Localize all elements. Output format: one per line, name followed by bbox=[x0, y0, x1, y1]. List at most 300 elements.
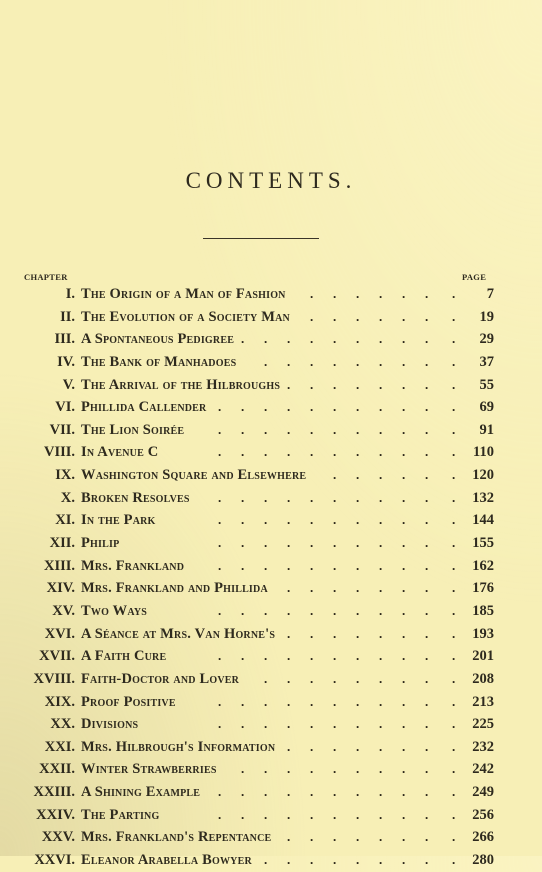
page-number: 176 bbox=[472, 580, 494, 597]
leader-dot: . bbox=[287, 512, 291, 528]
leader-dot: . bbox=[333, 761, 337, 777]
chapter-number: XXIV. bbox=[36, 806, 75, 823]
leader-dot: . bbox=[287, 784, 291, 800]
leader-dot: . bbox=[425, 784, 429, 800]
leader-dot: . bbox=[379, 399, 383, 415]
chapter-title: A Shining Example bbox=[81, 784, 201, 801]
leader-dot: . bbox=[402, 376, 406, 392]
dot-leader bbox=[0, 668, 542, 691]
leader-dot: . bbox=[310, 557, 314, 573]
leader-dot: . bbox=[356, 693, 360, 709]
dot-leader bbox=[0, 623, 542, 646]
chapter-title: The Parting bbox=[81, 806, 160, 823]
leader-dot: . bbox=[333, 512, 337, 528]
dot-leader bbox=[0, 419, 542, 442]
dot-leader bbox=[0, 849, 542, 872]
contents-entry bbox=[0, 532, 542, 555]
leader-dot: . bbox=[241, 399, 245, 415]
leader-dot: . bbox=[287, 421, 291, 437]
page-number: 249 bbox=[472, 784, 494, 801]
leader-dot: . bbox=[425, 670, 429, 686]
leader-dot: . bbox=[264, 489, 268, 505]
leader-dot: . bbox=[241, 535, 245, 551]
chapter-number: XXII. bbox=[39, 761, 75, 778]
leader-dot: . bbox=[287, 399, 291, 415]
chapter-title: Mrs. Frankland bbox=[81, 557, 185, 574]
chapter-title: In Avenue C bbox=[81, 444, 159, 461]
leader-dot: . bbox=[241, 421, 245, 437]
contents-entry bbox=[0, 419, 542, 442]
leader-dot: . bbox=[402, 625, 406, 641]
dot-leader bbox=[0, 758, 542, 781]
leader-dot: . bbox=[310, 852, 314, 868]
leader-dot: . bbox=[452, 557, 456, 573]
leader-dot: . bbox=[402, 421, 406, 437]
contents-entry bbox=[0, 600, 542, 623]
dot-leader bbox=[0, 328, 542, 351]
leader-dot: . bbox=[452, 489, 456, 505]
leader-dot: . bbox=[402, 716, 406, 732]
leader-dot: . bbox=[452, 512, 456, 528]
leader-dot: . bbox=[402, 693, 406, 709]
leader-dot: . bbox=[333, 444, 337, 460]
chapter-number: XXVI. bbox=[34, 852, 75, 869]
page-number: 201 bbox=[472, 648, 494, 665]
leader-dot: . bbox=[310, 353, 314, 369]
leader-dot: . bbox=[452, 829, 456, 845]
leader-dot: . bbox=[425, 761, 429, 777]
chapter-number: XVI. bbox=[44, 625, 75, 642]
chapter-title: Mrs. Frankland and Phillida bbox=[81, 580, 268, 597]
leader-dot: . bbox=[287, 738, 291, 754]
leader-dot: . bbox=[452, 648, 456, 664]
leader-dot: . bbox=[425, 421, 429, 437]
leader-dot: . bbox=[264, 353, 268, 369]
leader-dot: . bbox=[310, 376, 314, 392]
leader-dot: . bbox=[425, 716, 429, 732]
dot-leader bbox=[0, 736, 542, 759]
leader-dot: . bbox=[356, 670, 360, 686]
dot-leader bbox=[0, 826, 542, 849]
leader-dot: . bbox=[379, 353, 383, 369]
leader-dot: . bbox=[379, 308, 383, 324]
contents-entry bbox=[0, 804, 542, 827]
leader-dot: . bbox=[287, 670, 291, 686]
chapter-title: Divisions bbox=[81, 716, 139, 733]
contents-entry bbox=[0, 555, 542, 578]
leader-dot: . bbox=[241, 761, 245, 777]
leader-dot: . bbox=[425, 806, 429, 822]
page-number: 232 bbox=[472, 738, 494, 755]
contents-entry bbox=[0, 283, 542, 306]
leader-dot: . bbox=[333, 852, 337, 868]
leader-dot: . bbox=[452, 308, 456, 324]
leader-dot: . bbox=[379, 602, 383, 618]
leader-dot: . bbox=[218, 806, 222, 822]
leader-dot: . bbox=[218, 421, 222, 437]
leader-dot: . bbox=[264, 806, 268, 822]
leader-dot: . bbox=[241, 602, 245, 618]
leader-dot: . bbox=[264, 557, 268, 573]
leader-dot: . bbox=[425, 308, 429, 324]
dot-leader bbox=[0, 555, 542, 578]
leader-dot: . bbox=[287, 852, 291, 868]
leader-dot: . bbox=[264, 670, 268, 686]
chapter-number: V. bbox=[62, 376, 75, 393]
leader-dot: . bbox=[356, 467, 360, 483]
leader-dot: . bbox=[356, 784, 360, 800]
chapter-title: Winter Strawberries bbox=[81, 761, 217, 778]
leader-dot: . bbox=[356, 331, 360, 347]
leader-dot: . bbox=[356, 716, 360, 732]
dot-leader bbox=[0, 441, 542, 464]
contents-entry bbox=[0, 826, 542, 849]
contents-list bbox=[0, 283, 542, 872]
leader-dot: . bbox=[425, 535, 429, 551]
chapter-title: Broken Resolves bbox=[81, 489, 190, 506]
chapter-title: Phillida Callender bbox=[81, 399, 207, 416]
leader-dot: . bbox=[402, 602, 406, 618]
chapter-number: VII. bbox=[49, 421, 75, 438]
leader-dot: . bbox=[287, 716, 291, 732]
leader-dot: . bbox=[425, 648, 429, 664]
page-number: 55 bbox=[479, 376, 494, 393]
leader-dot: . bbox=[264, 716, 268, 732]
leader-dot: . bbox=[241, 648, 245, 664]
leader-dot: . bbox=[333, 670, 337, 686]
dot-leader bbox=[0, 464, 542, 487]
chapter-number: XVII. bbox=[39, 648, 75, 665]
leader-dot: . bbox=[402, 444, 406, 460]
leader-dot: . bbox=[287, 376, 291, 392]
contents-entry bbox=[0, 328, 542, 351]
leader-dot: . bbox=[333, 693, 337, 709]
leader-dot: . bbox=[333, 286, 337, 301]
leader-dot: . bbox=[379, 852, 383, 868]
leader-dot: . bbox=[425, 467, 429, 483]
leader-dot: . bbox=[356, 625, 360, 641]
page-number: 162 bbox=[472, 557, 494, 574]
leader-dot: . bbox=[310, 444, 314, 460]
chapter-title: The Bank of Manhadoes bbox=[81, 353, 237, 370]
leader-dot: . bbox=[452, 580, 456, 596]
chapter-number: XXI. bbox=[44, 738, 75, 755]
page-number: 19 bbox=[479, 308, 494, 325]
page-number: 144 bbox=[472, 512, 494, 529]
chapter-number: VIII. bbox=[43, 444, 75, 461]
dot-leader bbox=[0, 487, 542, 510]
page-number: 7 bbox=[486, 286, 494, 302]
leader-dot: . bbox=[241, 489, 245, 505]
leader-dot: . bbox=[425, 693, 429, 709]
dot-leader bbox=[0, 781, 542, 804]
leader-dot: . bbox=[402, 648, 406, 664]
page-number: 132 bbox=[472, 489, 494, 506]
page-number: 91 bbox=[479, 421, 494, 438]
leader-dot: . bbox=[425, 852, 429, 868]
contents-entry bbox=[0, 645, 542, 668]
leader-dot: . bbox=[333, 829, 337, 845]
leader-dot: . bbox=[333, 738, 337, 754]
leader-dot: . bbox=[452, 286, 456, 301]
chapter-number: VI. bbox=[55, 399, 75, 416]
leader-dot: . bbox=[218, 716, 222, 732]
leader-dot: . bbox=[310, 738, 314, 754]
dot-leader bbox=[0, 532, 542, 555]
leader-dot: . bbox=[356, 602, 360, 618]
contents-entry bbox=[0, 464, 542, 487]
leader-dot: . bbox=[356, 376, 360, 392]
page-number: 242 bbox=[472, 761, 494, 778]
leader-dot: . bbox=[333, 535, 337, 551]
leader-dot: . bbox=[287, 489, 291, 505]
leader-dot: . bbox=[287, 580, 291, 596]
leader-dot: . bbox=[333, 421, 337, 437]
leader-dot: . bbox=[241, 806, 245, 822]
leader-dot: . bbox=[425, 580, 429, 596]
leader-dot: . bbox=[402, 784, 406, 800]
chapter-number: XXIII. bbox=[33, 784, 75, 801]
leader-dot: . bbox=[264, 761, 268, 777]
leader-dot: . bbox=[333, 602, 337, 618]
leader-dot: . bbox=[287, 557, 291, 573]
leader-dot: . bbox=[379, 761, 383, 777]
chapter-number: XI. bbox=[55, 512, 75, 529]
leader-dot: . bbox=[452, 738, 456, 754]
leader-dot: . bbox=[425, 829, 429, 845]
page-number: 69 bbox=[479, 399, 494, 416]
page-number: 29 bbox=[479, 331, 494, 348]
leader-dot: . bbox=[333, 399, 337, 415]
leader-dot: . bbox=[241, 716, 245, 732]
leader-dot: . bbox=[356, 648, 360, 664]
leader-dot: . bbox=[379, 376, 383, 392]
leader-dot: . bbox=[379, 738, 383, 754]
leader-dot: . bbox=[402, 512, 406, 528]
leader-dot: . bbox=[264, 784, 268, 800]
leader-dot: . bbox=[287, 625, 291, 641]
dot-leader bbox=[0, 645, 542, 668]
leader-dot: . bbox=[379, 829, 383, 845]
leader-dot: . bbox=[241, 557, 245, 573]
chapter-title: Mrs. Hilbrough's Information bbox=[81, 738, 276, 755]
leader-dot: . bbox=[310, 421, 314, 437]
leader-dot: . bbox=[356, 761, 360, 777]
leader-dot: . bbox=[310, 399, 314, 415]
leader-dot: . bbox=[402, 399, 406, 415]
contents-entry bbox=[0, 509, 542, 532]
leader-dot: . bbox=[452, 331, 456, 347]
leader-dot: . bbox=[310, 286, 314, 301]
chapter-title: Faith-Doctor and Lover bbox=[81, 670, 240, 687]
leader-dot: . bbox=[402, 557, 406, 573]
leader-dot: . bbox=[264, 512, 268, 528]
contents-entry bbox=[0, 691, 542, 714]
leader-dot: . bbox=[379, 444, 383, 460]
page-number: 256 bbox=[472, 806, 494, 823]
leader-dot: . bbox=[356, 308, 360, 324]
chapter-number: X. bbox=[60, 489, 75, 506]
leader-dot: . bbox=[402, 331, 406, 347]
page-number: 193 bbox=[472, 625, 494, 642]
leader-dot: . bbox=[218, 602, 222, 618]
leader-dot: . bbox=[356, 489, 360, 505]
chapter-title: Philip bbox=[81, 535, 120, 552]
page-number: 280 bbox=[472, 852, 494, 869]
leader-dot: . bbox=[402, 308, 406, 324]
leader-dot: . bbox=[287, 648, 291, 664]
leader-dot: . bbox=[452, 602, 456, 618]
leader-dot: . bbox=[452, 467, 456, 483]
dot-leader bbox=[0, 600, 542, 623]
leader-dot: . bbox=[264, 648, 268, 664]
leader-dot: . bbox=[379, 625, 383, 641]
leader-dot: . bbox=[356, 444, 360, 460]
leader-dot: . bbox=[287, 806, 291, 822]
leader-dot: . bbox=[425, 353, 429, 369]
leader-dot: . bbox=[333, 376, 337, 392]
leader-dot: . bbox=[379, 693, 383, 709]
leader-dot: . bbox=[452, 716, 456, 732]
leader-dot: . bbox=[310, 512, 314, 528]
leader-dot: . bbox=[452, 693, 456, 709]
leader-dot: . bbox=[425, 399, 429, 415]
leader-dot: . bbox=[264, 693, 268, 709]
leader-dot: . bbox=[452, 399, 456, 415]
leader-dot: . bbox=[425, 738, 429, 754]
leader-dot: . bbox=[402, 467, 406, 483]
leader-dot: . bbox=[356, 286, 360, 301]
leader-dot: . bbox=[333, 331, 337, 347]
leader-dot: . bbox=[379, 535, 383, 551]
leader-dot: . bbox=[333, 716, 337, 732]
contents-entry bbox=[0, 396, 542, 419]
leader-dot: . bbox=[310, 716, 314, 732]
leader-dot: . bbox=[310, 693, 314, 709]
leader-dot: . bbox=[310, 829, 314, 845]
chapter-column-header: CHAPTER bbox=[24, 272, 68, 282]
leader-dot: . bbox=[310, 648, 314, 664]
leader-dot: . bbox=[287, 444, 291, 460]
chapter-number: XX. bbox=[50, 716, 75, 733]
page-number: 37 bbox=[479, 353, 494, 370]
leader-dot: . bbox=[333, 353, 337, 369]
leader-dot: . bbox=[379, 784, 383, 800]
contents-entry bbox=[0, 441, 542, 464]
dot-leader bbox=[0, 713, 542, 736]
chapter-title: The Evolution of a Society Man bbox=[81, 308, 290, 325]
leader-dot: . bbox=[402, 286, 406, 301]
chapter-number: XVIII. bbox=[33, 670, 75, 687]
chapter-title: Washington Square and Elsewhere bbox=[81, 467, 307, 484]
leader-dot: . bbox=[425, 331, 429, 347]
contents-entry bbox=[0, 351, 542, 374]
leader-dot: . bbox=[402, 353, 406, 369]
contents-entry bbox=[0, 374, 542, 397]
chapter-number: XIX. bbox=[44, 693, 75, 710]
chapter-number: IX. bbox=[55, 467, 75, 484]
page-number: 120 bbox=[472, 467, 494, 484]
leader-dot: . bbox=[356, 399, 360, 415]
chapter-title: A Spontaneous Pedigree bbox=[81, 331, 235, 348]
leader-dot: . bbox=[264, 331, 268, 347]
leader-dot: . bbox=[333, 467, 337, 483]
leader-dot: . bbox=[452, 535, 456, 551]
chapter-number: IV. bbox=[57, 353, 75, 370]
chapter-title: Eleanor Arabella Bowyer bbox=[81, 852, 252, 869]
chapter-title: Mrs. Frankland's Repentance bbox=[81, 829, 272, 846]
chapter-number: II. bbox=[60, 308, 75, 325]
leader-dot: . bbox=[310, 784, 314, 800]
leader-dot: . bbox=[356, 512, 360, 528]
leader-dot: . bbox=[402, 580, 406, 596]
leader-dot: . bbox=[379, 467, 383, 483]
chapter-number: XIV. bbox=[46, 580, 75, 597]
leader-dot: . bbox=[310, 761, 314, 777]
leader-dot: . bbox=[379, 489, 383, 505]
chapter-title: The Arrival of the Hilbroughs bbox=[81, 376, 281, 393]
leader-dot: . bbox=[310, 580, 314, 596]
contents-entry bbox=[0, 623, 542, 646]
chapter-title: A Faith Cure bbox=[81, 648, 167, 665]
leader-dot: . bbox=[241, 512, 245, 528]
chapter-title: A Séance at Mrs. Van Horne's bbox=[81, 625, 276, 642]
leader-dot: . bbox=[241, 693, 245, 709]
page-number: 225 bbox=[472, 716, 494, 733]
leader-dot: . bbox=[402, 852, 406, 868]
chapter-number: XXV. bbox=[41, 829, 75, 846]
page-title: CONTENTS. bbox=[185, 168, 357, 193]
page-number: 110 bbox=[473, 444, 494, 461]
page-number: 213 bbox=[472, 693, 494, 710]
leader-dot: . bbox=[452, 353, 456, 369]
leader-dot: . bbox=[218, 648, 222, 664]
chapter-number: I. bbox=[65, 286, 75, 302]
leader-dot: . bbox=[379, 331, 383, 347]
leader-dot: . bbox=[356, 738, 360, 754]
leader-dot: . bbox=[379, 670, 383, 686]
leader-dot: . bbox=[218, 444, 222, 460]
chapter-number: III. bbox=[54, 331, 75, 348]
contents-entry bbox=[0, 736, 542, 759]
leader-dot: . bbox=[402, 738, 406, 754]
leader-dot: . bbox=[310, 806, 314, 822]
dot-leader bbox=[0, 691, 542, 714]
contents-entry bbox=[0, 849, 542, 872]
leader-dot: . bbox=[218, 512, 222, 528]
chapter-title: Two Ways bbox=[81, 602, 147, 619]
leader-dot: . bbox=[452, 444, 456, 460]
leader-dot: . bbox=[379, 421, 383, 437]
leader-dot: . bbox=[287, 829, 291, 845]
dot-leader bbox=[0, 804, 542, 827]
leader-dot: . bbox=[264, 535, 268, 551]
leader-dot: . bbox=[333, 625, 337, 641]
leader-dot: . bbox=[218, 784, 222, 800]
leader-dot: . bbox=[379, 286, 383, 301]
leader-dot: . bbox=[425, 602, 429, 618]
leader-dot: . bbox=[452, 670, 456, 686]
dot-leader bbox=[0, 509, 542, 532]
leader-dot: . bbox=[402, 489, 406, 505]
leader-dot: . bbox=[402, 670, 406, 686]
contents-entry bbox=[0, 577, 542, 600]
contents-entry bbox=[0, 487, 542, 510]
leader-dot: . bbox=[287, 353, 291, 369]
leader-dot: . bbox=[310, 331, 314, 347]
page-number: 185 bbox=[472, 602, 494, 619]
leader-dot: . bbox=[356, 829, 360, 845]
